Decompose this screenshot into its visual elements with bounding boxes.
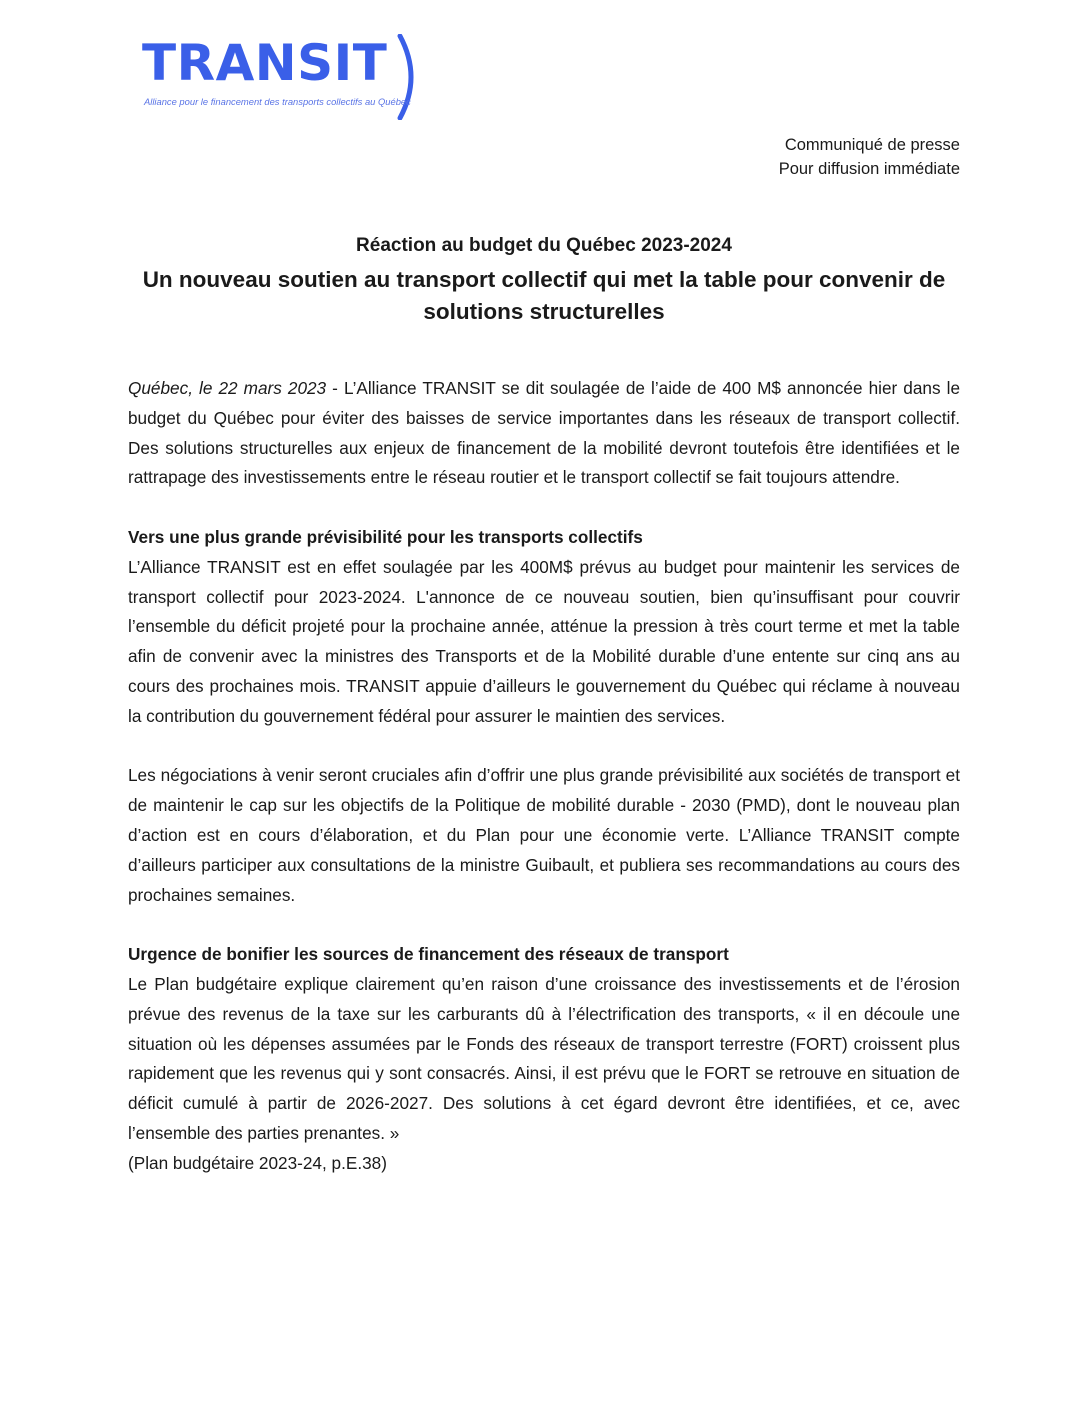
dateline: Québec, le 22 mars 2023 (128, 378, 327, 398)
section-heading: Urgence de bonifier les sources de financement des réseaux de transport (128, 944, 729, 965)
section-funding-urgency (128, 940, 960, 1178)
logo-tagline: Alliance pour le financement des transports collectifs au Québec (144, 96, 411, 107)
headline (128, 232, 960, 328)
intro-text: - L’Alliance TRANSIT se dit soulagée de l’aide de 400 M$ annoncée hier dans le budget du Québec pour éviter des baisses de service importantes dans les réseaux de transport collectif. Des solutions structurelles aux enjeux de financement de la mobilité devront toutefois être identifiées et le rattrapage des investissements entre le réseau routier et le transport collectif se fait toujours attendre. (128, 378, 960, 488)
intro-paragraph (128, 374, 960, 493)
logo-chevron-icon (396, 34, 424, 120)
section-predictability (128, 523, 960, 732)
release-info (779, 134, 960, 181)
pre-title: Réaction au budget du Québec 2023-2024 (356, 235, 732, 256)
main-title-text: Un nouveau soutien au transport collectif qui met la table pour convenir de solutions structurelles (142, 267, 946, 324)
negotiations-paragraph: Les négociations à venir seront cruciales afin d’offrir une plus grande prévisibilité aux sociétés de transport et de maintenir le cap sur les objectifs de la Politique de mobilité durable - 2030 (PMD), dont le nouveau plan d’action est en cours d’élaboration, et du Plan pour une économie verte. L’Alliance TRANSIT compte d’ailleurs participer aux consultations de la ministre Guibault, et publiera ses recommandations au cours des prochaines semaines. (128, 765, 960, 905)
section-paragraph: Le Plan budgétaire explique clairement qu’en raison d’une croissance des investissements et de l’érosion prévue des revenus de la taxe sur les carburants dû à l’électrification des transports, « il en découle une situation où les dépenses assumées par le Fonds des réseaux de transport terrestre (FORT) croissent plus rapidement que les revenus qui y sont consacrés. Ainsi, il est prévu que le FORT se retrouve en situation de déficit cumulé à partir de 2026-2027. Des solutions à cet égard devront être identifiées, et ce, avec l’ensemble des parties prenantes. » (128, 973, 960, 1143)
document-body (128, 374, 960, 1208)
section-paragraph: L’Alliance TRANSIT est en effet soulagée par les 400M$ prévus au budget pour maintenir les services de transport collectif pour 2023-2024. L'annonce de ce nouveau soutien, bien qu’insuffisant pour couvrir l’ensemble du déficit projeté pour la prochaine année, atténue la pression à très court terme et met la table afin de convenir avec la ministres des Transports et de la Mobilité durable d’une entente sur cinq ans au cours des prochaines mois. TRANSIT appuie d’ailleurs le gouvernement du Québec qui réclame à nouveau la contribution du gouvernement fédéral pour assurer le maintien des services. (128, 556, 960, 726)
section-heading: Vers une plus grande prévisibilité pour les transports collectifs (128, 526, 643, 547)
release-type: Communiqué de presse (784, 136, 960, 154)
citation: (Plan budgétaire 2023-24, p.E.38) (128, 1152, 387, 1173)
release-distribution: Pour diffusion immédiate (778, 159, 960, 178)
transit-logo (142, 34, 432, 124)
logo-wordmark: TRANSIT (142, 34, 388, 92)
main-title (128, 264, 960, 328)
